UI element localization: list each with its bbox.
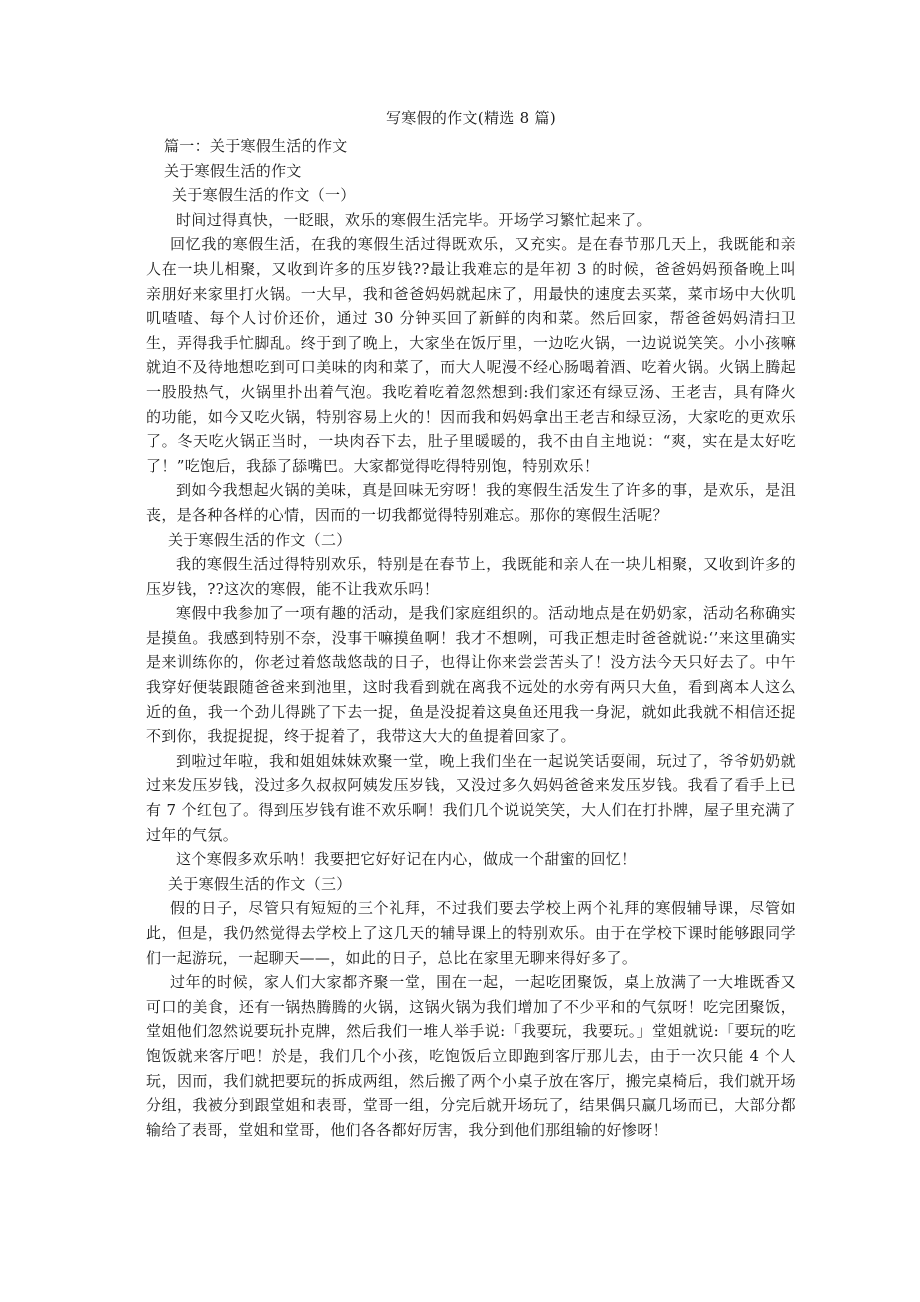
document-subtitle: 关于寒假生活的作文	[164, 161, 302, 180]
essay-2-paragraph-3: 到啦过年啦，我和姐姐妹妹欢聚一堂，晚上我们坐在一起说笑话耍闹，玩过了，爷爷奶奶就过来发压岁钱，没过多久叔叔阿姨发压岁钱，又没过多久妈妈爸爸来发压岁钱。我看了看手上已有 7 个红包了。得到压岁钱有谁不欢乐啊！我们几个说说笑笑，大人们在打扑牌，屋子里充满了过年的气氛。	[146, 751, 796, 844]
essay-3-title: 关于寒假生活的作文（三）	[168, 874, 352, 893]
document-title: 写寒假的作文(精选 8 篇)	[386, 109, 556, 127]
essay-2-paragraph-4: 这个寒假多欢乐呐！我要把它好好记在内心，做成一个甜蜜的回忆！	[176, 850, 637, 869]
essay-1-paragraph-3: 到如今我想起火锅的美味，真是回味无穷呀！我的寒假生活发生了许多的事，是欢乐，是沮丧，是各种各样的心情，因而的一切我都觉得特别难忘。那你的寒假生活呢？	[146, 481, 796, 524]
document-page	[146, 108, 796, 1142]
essay-1-paragraph-1: 时间过得真快，一眨眼，欢乐的寒假生活完毕。开场学习繁忙起来了。	[176, 210, 652, 229]
essay-1-paragraph-2: 回忆我的寒假生活，在我的寒假生活过得既欢乐，又充实。是在春节那几天上，我既能和亲人在一块儿相聚，又收到许多的压岁钱??最让我难忘的是年初 3 的时候，爸爸妈妈预备晚上叫亲朋好来家里打火锅。一大早，我和爸爸妈妈就起床了，用最快的速度去买菜，菜市场中大伙叽叽喳喳、每个人讨价还价，通过 30 分钟买回了新鲜的肉和菜。然后回家，帮爸爸妈妈清扫卫生，弄得我手忙脚乱。终于到了晚上，大家坐在饭厅里，一边吃火锅，一边说说笑笑。小小孩嘛就迫不及待地想吃到可口美味的肉和菜了，而大人呢漫不经心肠喝着酒、吃着火锅。火锅上腾起一股股热气，火锅里扑出着气泡。我吃着吃着忽然想到:我们家还有绿豆汤、王老吉，具有降火的功能，如今又吃火锅，特别容易上火的！因而我和妈妈拿出王老吉和绿豆汤，大家吃的更欢乐了。冬天吃火锅正当时，一块肉吞下去，肚子里暖暖的，我不由自主地说：“爽，实在是太好吃了！”吃饱后，我舔了舔嘴巴。大家都觉得吃得特别饱，特别欢乐！	[146, 235, 796, 475]
essay-2-paragraph-2: 寒假中我参加了一项有趣的活动，是我们家庭组织的。活动地点是在奶奶家，活动名称确实是摸鱼。我感到特别不奈，没事干嘛摸鱼啊！我才不想咧，可我正想走时爸爸就说:‘’来这里确实是来训练你的，你老过着悠哉悠哉的日子，也得让你来尝尝苦头了！没方法今天只好去了。中午我穿好便装跟随爸爸来到池里，这时我看到就在离我不远处的水旁有两只大鱼，看到离本人这么近的鱼，我一个劲儿得跳了下去一捉，鱼是没捉着这臭鱼还甩我一身泥，就如此我就不相信还捉不到你，我捉捉捉，终于捉着了，我带这大大的鱼提着回家了。	[146, 604, 796, 746]
section-title: 篇一：关于寒假生活的作文	[164, 137, 348, 155]
essay-3-paragraph-2: 过年的时候，家人们大家都齐聚一堂，围在一起，一起吃团聚饭，桌上放满了一大堆既香又可口的美食，还有一锅热腾腾的火锅，这锅火锅为我们增加了不少平和的气氛呀！吃完团聚饭，堂姐他们忽然说要玩扑克牌，然后我们一堆人举手说:「我要玩，我要玩。」堂姐就说:「要玩的吃饱饭就来客厅吧！於是，我们几个小孩，吃饱饭后立即跑到客厅那儿去，由于一次只能 4 个人玩，因而，我们就把要玩的拆成两组，然后搬了两个小桌子放在客厅，搬完桌椅后，我们就开场分组，我被分到跟堂姐和表哥，堂哥一组，分完后就开场玩了，结果偶只赢几场而已，大部分都输给了表哥，堂姐和堂哥，他们各各都好厉害，我分到他们那组输的好惨呀！	[146, 973, 796, 1139]
essay-3-paragraph-1: 假的日子，尽管只有短短的三个礼拜，不过我们要去学校上两个礼拜的寒假辅导课，尽管如此，但是，我仍然觉得去学校上了这几天的辅导课上的特别欢乐。由于在学校下课时能够跟同学们一起游玩，一起聊天——，如此的日子，总比在家里无聊来得好多了。	[146, 899, 796, 967]
essay-2-title: 关于寒假生活的作文（二）	[168, 530, 352, 549]
essay-1-title: 关于寒假生活的作文（一）	[172, 186, 356, 205]
essay-2-paragraph-1: 我的寒假生活过得特别欢乐，特别是在春节上，我既能和亲人在一块儿相聚，又收到许多的压岁钱，??这次的寒假，能不让我欢乐吗！	[146, 555, 796, 598]
